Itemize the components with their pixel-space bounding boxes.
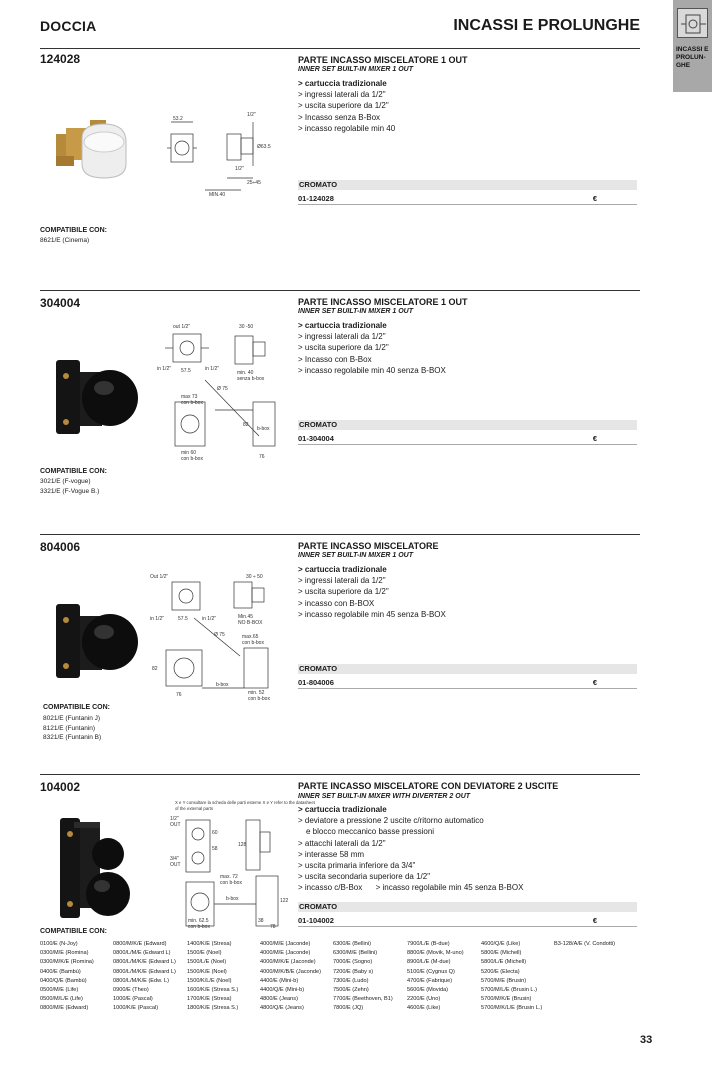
product-subtitle: INNER SET BUILT-IN MIXER 1 OUT xyxy=(298,308,413,315)
dimension-label: 30 -50 xyxy=(239,324,254,330)
feature-item: > uscita primaria inferiore da 3/4" xyxy=(298,861,416,871)
dimension-label: con b-box xyxy=(181,400,203,406)
product-subtitle: INNER SET BUILT-IN MIXER 1 OUT xyxy=(298,66,413,73)
compat-label: COMPATIBILE CON: xyxy=(43,704,111,711)
compat-item: 1500/K/L/E (Noel) xyxy=(187,977,232,984)
dimension-label: Ø63.5 xyxy=(257,144,271,150)
compat-item: 1000/E (Pascal) xyxy=(113,996,153,1003)
sku-code: 01-304004 xyxy=(298,434,334,443)
product-code: 304004 xyxy=(40,296,81,310)
dimension-label: 1/2" xyxy=(170,816,179,822)
compat-item: 0300/M/E (Romina) xyxy=(40,950,89,957)
dimension-label: 30 ÷ 50 xyxy=(246,574,263,580)
feature-item: > Incasso con B-Box xyxy=(298,354,372,364)
compat-item: 5800/E (Michell) xyxy=(481,950,522,957)
technical-drawing xyxy=(165,108,280,198)
compat-item: 1600/K/E (Stresa S.) xyxy=(187,987,239,994)
sku-code: 01-804006 xyxy=(298,678,334,687)
product-photo-diverter-body xyxy=(54,814,144,924)
dimension-label: b-box xyxy=(257,426,270,432)
dimension-label: in 1/2" xyxy=(157,366,172,372)
compat-item: 8800/E (Movik, M-uno) xyxy=(407,950,464,957)
dimension-label: 3/4" xyxy=(170,856,179,862)
compat-item: 7900/L/E (B-due) xyxy=(407,941,450,947)
compat-item: 6300/E (Bellini) xyxy=(333,941,371,947)
dimension-label: 78 xyxy=(270,924,276,930)
product-804006 xyxy=(40,534,640,754)
technical-drawing xyxy=(155,318,285,463)
dimension-label: 128 xyxy=(238,842,247,848)
compat-item: 5800/L/E (Michell) xyxy=(481,959,527,966)
compat-column xyxy=(40,940,94,1014)
dimension-label: 25÷45 xyxy=(247,180,261,186)
compat-item: 7800/E (JQ) xyxy=(333,1005,364,1012)
compat-label: COMPATIBILE CON: xyxy=(40,227,108,234)
feature-item: > cartuccia tradizionale xyxy=(298,321,387,330)
category-title: INCASSI E PROLUNGHE xyxy=(453,17,640,34)
product-124028 xyxy=(40,50,640,260)
compat-item: 5200/E (Electa) xyxy=(481,968,520,975)
product-subtitle: INNER SET BUILT-IN MIXER 1 OUT xyxy=(298,552,413,559)
section-rule xyxy=(40,290,640,291)
compat-item: 0800/L/M/K/E (Edward L) xyxy=(113,968,176,975)
sku-row xyxy=(298,676,637,689)
dimension-label: Min.45 xyxy=(238,614,254,620)
compat-item: 4000/M/K/B/E (Jaconde) xyxy=(260,968,321,975)
technical-drawing xyxy=(148,572,288,702)
price-currency: € xyxy=(592,434,597,443)
product-title: PARTE INCASSO MISCELATORE xyxy=(298,541,439,551)
dimension-label: OUT xyxy=(170,822,181,828)
compat-item: 5700/M/L/E (Brusin L.) xyxy=(481,987,537,994)
feature-list xyxy=(298,804,523,894)
compat-item: 4000/M/E (Jaconde) xyxy=(260,950,311,957)
feature-item: > cartuccia tradizionale xyxy=(298,79,387,88)
compat-item: 1700/K/E (Stresa) xyxy=(187,996,232,1003)
compat-item: 0800/L/M/K/E (Edw. L) xyxy=(113,977,169,984)
compat-item: 1000/K/E (Pascal) xyxy=(113,1005,159,1012)
compat-column xyxy=(554,940,615,949)
tab-thumbnail-icon xyxy=(677,8,708,38)
feature-item: > uscita superiore da 1/2" xyxy=(298,343,389,353)
compat-item: 7700/E (Beethoven, B1) xyxy=(333,996,393,1003)
external-parts-note: X e Y consultare la scheda delle parti esterne X e Y refer to the datasheet of the external parts xyxy=(175,800,315,811)
page-number: 33 xyxy=(640,1034,653,1046)
dimension-label: 76 xyxy=(259,454,265,460)
compat-item: 0400/Q/E (Bambù) xyxy=(40,977,87,984)
product-title: PARTE INCASSO MISCELATORE 1 OUT xyxy=(298,55,468,65)
section-title: DOCCIA xyxy=(40,18,97,34)
compat-item: 0900/E (Theo) xyxy=(113,987,149,994)
section-tab-label: INCASSI E PROLUN- GHE xyxy=(676,46,709,69)
dimension-label: con b-box xyxy=(181,456,203,462)
dimension-label: 1/2" xyxy=(235,166,244,172)
dimension-label: MIN.40 xyxy=(209,192,226,198)
compat-item: 3321/E (F-Vogue B.) xyxy=(40,487,100,495)
compat-item: 4800/E (Jeans) xyxy=(260,996,298,1003)
compat-item: 4400/E (Mini-b) xyxy=(260,977,299,984)
dimension-label: Ø 75 xyxy=(217,386,228,392)
dimension-label: Ø 75 xyxy=(214,632,225,638)
product-code: 104002 xyxy=(40,780,81,794)
compat-item: 4800/Q/E (Jeans) xyxy=(260,1005,304,1012)
compat-label: COMPATIBILE CON: xyxy=(40,928,108,935)
compat-item: 0800/M/K/E (Edward) xyxy=(113,941,167,947)
feature-item: > ingressi laterali da 1/2" xyxy=(298,90,386,100)
price-currency: € xyxy=(592,678,597,687)
compat-column xyxy=(481,940,542,1014)
dimension-label: 1/2" xyxy=(247,112,256,118)
dimension-label: out 1/2" xyxy=(173,324,191,330)
sku-code: 01-124028 xyxy=(298,194,334,203)
product-photo-black-body xyxy=(52,352,142,442)
feature-item: > incasso con B-BOX xyxy=(298,598,375,608)
dimension-label: min. 40 xyxy=(237,370,254,376)
sku-row xyxy=(298,192,637,205)
dimension-label: in 1/2" xyxy=(205,366,220,372)
feature-item: > incasso regolabile min 45 senza B-BOX xyxy=(298,609,446,619)
compat-list xyxy=(40,477,99,496)
feature-item: > cartuccia tradizionale xyxy=(298,565,387,574)
compat-item: 1500/K/E (Noel) xyxy=(187,968,227,975)
feature-item: e blocco meccanico basse pressioni xyxy=(306,827,435,837)
product-code: 804006 xyxy=(40,540,81,554)
dimension-label: max 73 xyxy=(181,394,198,400)
compat-item: 4000/M/E (Jaconde) xyxy=(260,941,311,947)
compat-column xyxy=(407,940,464,1014)
compat-item: B3-128/A/E (V. Condotti) xyxy=(554,941,616,947)
feature-item: > attacchi laterali da 1/2" xyxy=(298,838,386,848)
feature-item: > incasso c/B-Box > incasso regolabile min 45 senza B-BOX xyxy=(298,883,524,893)
compat-item: 0300/M/K/E (Romina) xyxy=(40,959,94,966)
product-104002 xyxy=(40,774,640,934)
dimension-label: max.65 xyxy=(242,634,259,640)
compat-item: 5700/M/K/L/E (Brusin L.) xyxy=(481,1005,543,1012)
dimension-label: OUT xyxy=(170,862,181,868)
compat-label: COMPATIBILE CON: xyxy=(40,468,108,475)
section-rule xyxy=(40,534,640,535)
dimension-label: con b-box xyxy=(188,924,210,930)
compat-item: 1500/L/E (Noel) xyxy=(187,959,227,966)
dimension-label: 60 xyxy=(212,830,218,836)
feature-list xyxy=(298,564,446,620)
dimension-label: min 60 xyxy=(181,450,197,456)
compat-item: 0500/M/E (Life) xyxy=(40,987,79,994)
feature-list xyxy=(298,78,395,134)
feature-item: > deviatore a pressione 2 uscite c/ritorno automatico xyxy=(298,816,484,826)
dimension-label: b-box xyxy=(216,682,229,688)
price-currency: € xyxy=(592,916,597,925)
compat-item: 8621/E (Cinema) xyxy=(40,237,90,244)
dimension-label: b-box xyxy=(226,896,239,902)
header-rule xyxy=(40,48,640,49)
technical-drawing xyxy=(160,812,290,932)
compat-column xyxy=(333,940,393,1014)
finish-label: CROMATO xyxy=(298,664,637,674)
compat-item: 5700/M/E (Brusin) xyxy=(481,977,527,984)
dimension-label: con b-box xyxy=(248,696,270,702)
product-title: PARTE INCASSO MISCELATORE 1 OUT xyxy=(298,297,468,307)
compat-item: 1400/K/E (Stresa) xyxy=(187,941,232,947)
compat-item: 8321/E (Funtanin B) xyxy=(43,734,102,741)
compat-list xyxy=(40,236,89,246)
feature-item: > Incasso senza B-Box xyxy=(298,112,381,122)
compat-item: 5700/M/K/E (Brusin) xyxy=(481,996,532,1003)
compat-item: 0400/E (Bambù) xyxy=(40,968,81,975)
compat-item: 0500/M/L/E (Life) xyxy=(40,996,83,1003)
compat-column xyxy=(113,940,176,1014)
dimension-label: max. 72 xyxy=(220,874,238,880)
dimension-label: 82 xyxy=(243,422,249,428)
dimension-label: 53.2 xyxy=(173,116,183,122)
feature-list xyxy=(298,320,446,376)
compat-item: 3021/E (F-vogue) xyxy=(40,478,91,485)
product-304004 xyxy=(40,290,640,510)
dimension-label: con b-box xyxy=(220,880,242,886)
product-photo-black-body xyxy=(52,596,142,686)
compat-item: 8900/L/E (M-due) xyxy=(407,959,451,966)
dimension-label: con b-box xyxy=(242,640,264,646)
compat-item: 2200/E (Uno) xyxy=(407,996,441,1003)
compat-list xyxy=(43,714,101,743)
sku-code: 01-104002 xyxy=(298,916,334,925)
compat-item: 4600/Q/E (Like) xyxy=(481,941,521,947)
price-currency: € xyxy=(592,194,597,203)
compat-item: 0100/E (N-Joy) xyxy=(40,941,78,947)
dimension-label: min. 62.5 xyxy=(188,918,209,924)
product-photo-brass-body xyxy=(52,112,142,184)
compat-item: 0800/L/M/E (Edward L) xyxy=(113,950,171,957)
feature-item: > incasso regolabile min 40 senza B-BOX xyxy=(298,365,446,375)
product-title: PARTE INCASSO MISCELATORE CON DEVIATORE 2 USCITE xyxy=(298,781,559,791)
feature-item: > ingressi laterali da 1/2" xyxy=(298,576,386,586)
feature-item: > cartuccia tradizionale xyxy=(298,805,387,814)
compat-column xyxy=(260,940,321,1014)
dimension-label: 122 xyxy=(280,898,289,904)
product-code: 124028 xyxy=(40,52,81,66)
dimension-label: 58 xyxy=(212,846,218,852)
compat-item: 4600/E (Like) xyxy=(407,1005,441,1012)
compat-item: 1800/K/E (Stresa S.) xyxy=(187,1005,239,1012)
compat-item: 4000/M/K/E (Jaconde) xyxy=(260,959,316,966)
finish-label: CROMATO xyxy=(298,902,637,912)
feature-item: > uscita superiore da 1/2" xyxy=(298,101,389,111)
feature-item: > uscita superiore da 1/2" xyxy=(298,587,389,597)
compat-item: 4400/Q/E (Mini-b) xyxy=(260,987,305,994)
compat-item: 8121/E (Funtanin) xyxy=(43,724,96,732)
sku-row xyxy=(298,432,637,445)
compat-item: 7500/E (Zehn) xyxy=(333,987,369,994)
dimension-label: 57.5 xyxy=(178,616,188,622)
dimension-label: 38 xyxy=(258,918,264,924)
compat-item: 5100/E (Cygnus Q) xyxy=(407,968,455,975)
dimension-label: 76 xyxy=(176,692,182,698)
finish-label: CROMATO xyxy=(298,420,637,430)
compat-item: 7200/E (Baby s) xyxy=(333,968,374,975)
compat-item: 0800/M/E (Edward) xyxy=(40,1005,89,1012)
dimension-label: in 1/2" xyxy=(202,616,217,622)
compat-item: 4700/E (Fabrique) xyxy=(407,977,453,984)
feature-item: > ingressi laterali da 1/2" xyxy=(298,332,386,342)
feature-item: > incasso regolabile min 40 xyxy=(298,123,396,133)
compat-item: 1500/E (Noel) xyxy=(187,950,222,957)
compat-item: 7000/E (Sogno) xyxy=(333,959,373,966)
dimension-label: NO B-BOX xyxy=(238,620,263,626)
compat-item: 0800/L/M/K/E (Edward L) xyxy=(113,959,176,966)
product-subtitle: INNER SET BUILT-IN MIXER WITH DIVERTER 2 OUT xyxy=(298,793,471,800)
feature-item: > interasse 58 mm xyxy=(298,849,365,859)
compat-item: 8021/E (Funtanin J) xyxy=(43,715,101,722)
dimension-label: 57.5 xyxy=(181,368,191,374)
dimension-label: senza b-box xyxy=(237,376,265,382)
dimension-label: 82 xyxy=(152,666,158,672)
finish-label: CROMATO xyxy=(298,180,637,190)
dimension-label: min. 52 xyxy=(248,690,265,696)
section-tab[interactable] xyxy=(673,0,712,92)
sku-row xyxy=(298,914,637,927)
section-rule xyxy=(40,774,640,775)
compat-item: 7300/E (Ludo) xyxy=(333,977,369,984)
compat-item: 6300/M/E (Bellini) xyxy=(333,950,378,957)
compat-column xyxy=(187,940,238,1014)
compat-item: 5600/E (Movida) xyxy=(407,987,449,994)
feature-item: > uscita secondaria superiore da 1/2" xyxy=(298,872,431,882)
dimension-label: in 1/2" xyxy=(150,616,165,622)
dimension-label: Out 1/2" xyxy=(150,574,169,580)
